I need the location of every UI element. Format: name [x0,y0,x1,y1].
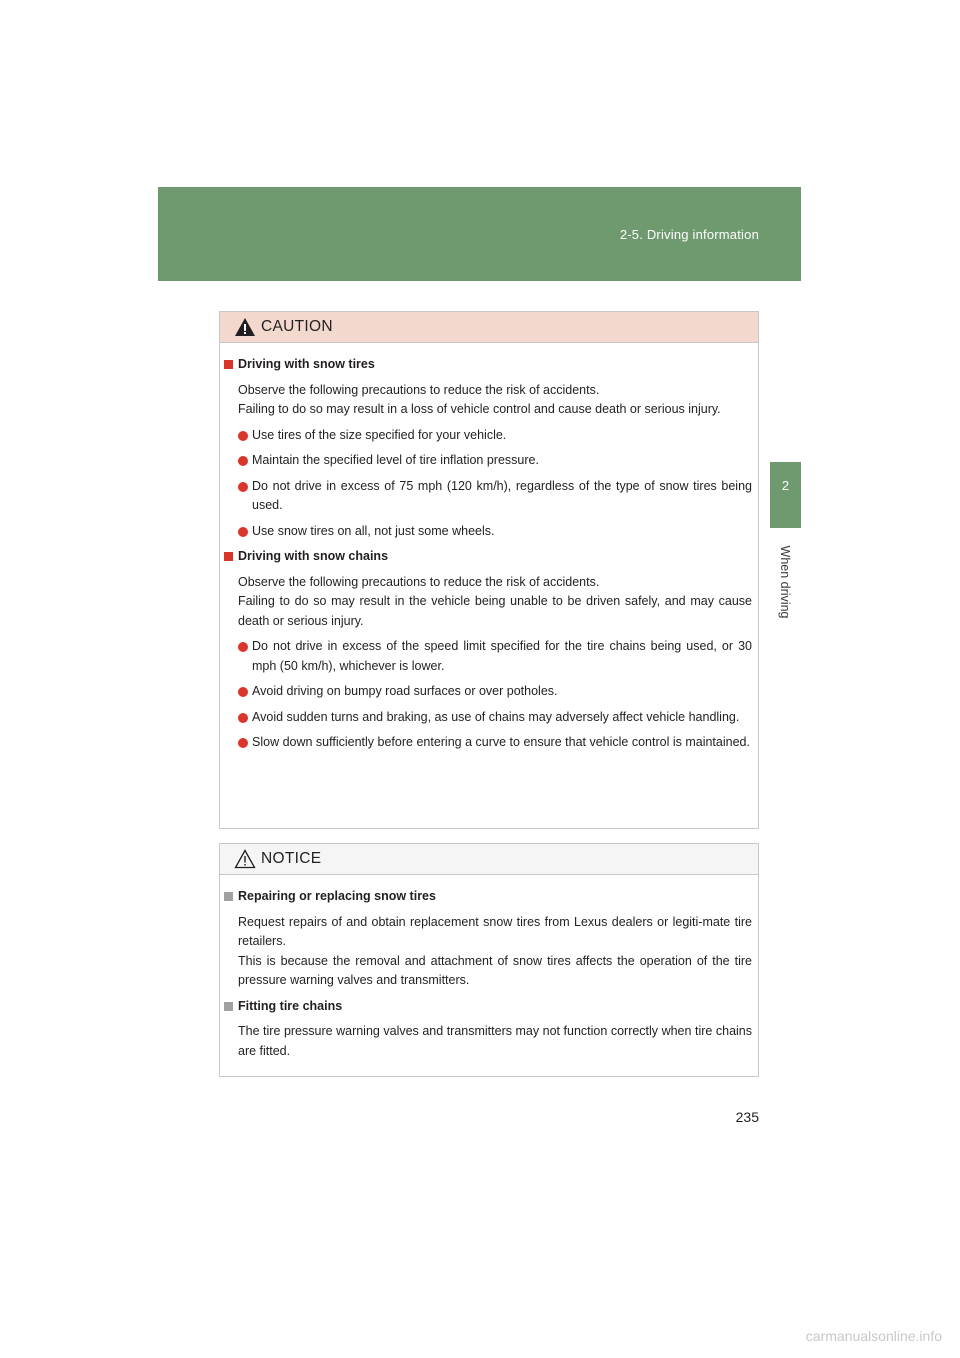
square-bullet-icon [224,892,233,901]
notice-paragraph: Request repairs of and obtain replacement snow tires from Lexus dealers or legiti-mate tire retailers. This is because the removal and attachment of snow tires affects the operation of the tire pressure warning valves and transmitters. [238,914,752,987]
caution-bullet: Do not drive in excess of 75 mph (120 km/h), regardless of the type of snow tires being used. [238,477,752,516]
round-bullet-icon [238,642,248,652]
notice-section-heading: Fitting tire chains [224,997,752,1017]
notice-triangle-icon [234,849,256,869]
round-bullet-icon [238,482,248,492]
round-bullet-icon [238,738,248,748]
watermark: carmanualsonline.info [805,1328,942,1344]
caution-bullet: Avoid driving on bumpy road surfaces or over potholes. [238,682,752,702]
page-number: 235 [735,1109,759,1125]
caution-bullet: Maintain the specified level of tire inflation pressure. [238,451,752,471]
square-bullet-icon [224,360,233,369]
caution-bullet: Avoid sudden turns and braking, as use of chains may adversely affect vehicle handling. [238,708,752,728]
chapter-tab [770,462,801,528]
round-bullet-icon [238,431,248,441]
round-bullet-icon [238,687,248,697]
warning-triangle-icon [234,317,256,337]
caution-section-heading: Driving with snow tires [224,355,752,375]
square-bullet-icon [224,552,233,561]
notice-paragraph: The tire pressure warning valves and transmitters may not function correctly when tire chains are fitted. [238,1024,752,1058]
caution-bullet: Do not drive in excess of the speed limit specified for the tire chains being used, or 30 mph (50 km/h), whichever is lower. [238,637,752,676]
notice-header [220,844,758,875]
notice-section-heading: Repairing or replacing snow tires [224,887,752,907]
round-bullet-icon [238,713,248,723]
caution-bullet: Use tires of the size specified for your vehicle. [238,426,752,446]
caution-box [219,311,759,829]
notice-box [219,843,759,1077]
notice-title: NOTICE [261,850,322,867]
square-bullet-icon [224,1002,233,1011]
caution-paragraph: Observe the following precautions to reduce the risk of accidents. Failing to do so may result in a loss of vehicle control and cause death or serious injury. [238,382,721,416]
caution-section-heading: Driving with snow chains [224,547,752,567]
round-bullet-icon [238,527,248,537]
caution-bullet: Slow down sufficiently before entering a curve to ensure that vehicle control is maintained. [238,733,752,753]
notice-body [220,875,758,1061]
chapter-number: 2 [781,478,790,493]
caution-bullet: Use snow tires on all, not just some wheels. [238,522,752,542]
round-bullet-icon [238,456,248,466]
header-band [158,187,801,281]
caution-body [220,343,758,753]
caution-title: CAUTION [261,318,333,335]
caution-header [220,312,758,343]
caution-paragraph: Observe the following precautions to reduce the risk of accidents. Failing to do so may result in the vehicle being unable to be driven safely, and may cause death or serious injury. [238,574,752,628]
section-title: 2-5. Driving information [619,227,759,242]
chapter-label: When driving [778,545,792,619]
